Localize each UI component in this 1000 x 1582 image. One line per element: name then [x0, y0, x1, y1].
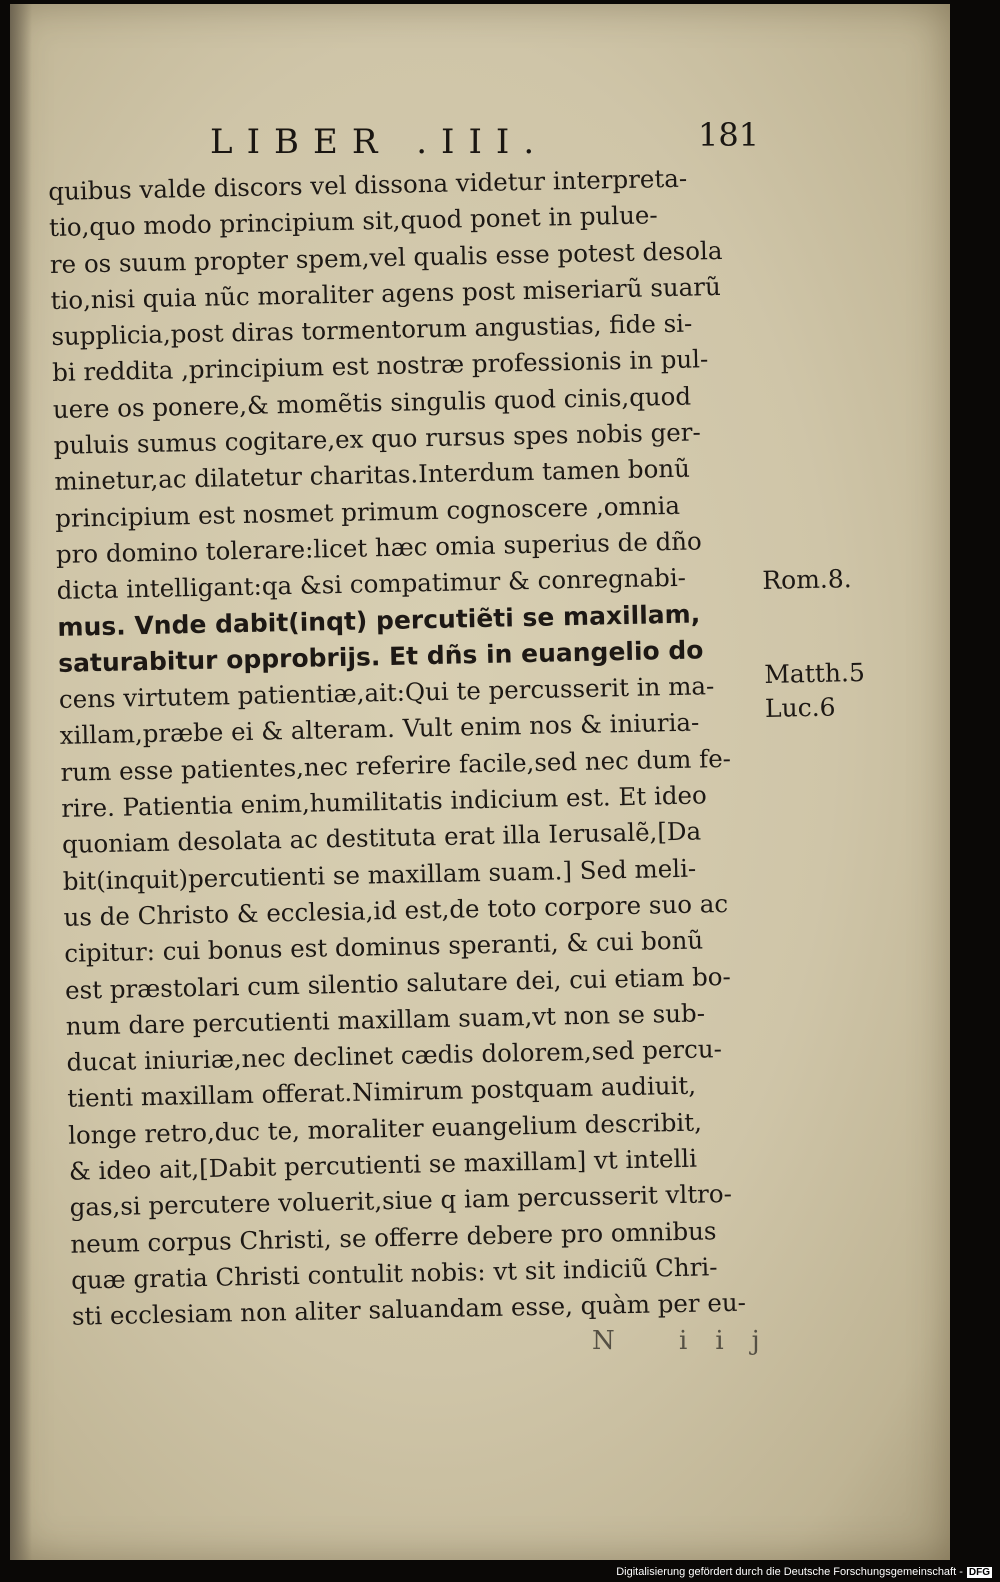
text-line: neum corpus Christi, se offerre debere pro omnibus	[70, 1215, 717, 1259]
text-line: quoniam desolata ac destituta erat illa Ierusalẽ,[Da	[61, 816, 702, 860]
running-head: LIBER .III.	[210, 122, 549, 162]
text-line: puluis sumus cogitare,ex quo rursus spes nobis ger-	[53, 417, 702, 461]
text-line: principium est nosmet primum cognoscere ,omnia	[54, 490, 681, 533]
text-line: quæ gratia Christi contulit nobis: vt sit indiciũ Chri-	[70, 1252, 718, 1295]
margin-note-luc: Luc.6	[764, 692, 836, 723]
text-line: cipitur: cui bonus est dominus speranti, & cui bonũ	[64, 925, 704, 969]
text-line: bit(inquit)percutienti se maxillam suam.] Sed meli-	[62, 853, 697, 896]
text-line: & ideo ait,[Dabit percutienti se maxillam] vt intelli	[68, 1143, 698, 1186]
text-line: gas,si percutere voluerit,siue q iam percusserit vltro-	[69, 1179, 733, 1223]
signature-mark: N iij	[592, 1326, 788, 1356]
margin-note-rom: Rom.8.	[762, 564, 852, 595]
text-line: re os suum propter spem,vel qualis esse potest desola	[49, 235, 723, 279]
text-line: cens virtutem patientiæ,ait:Qui te percusserit in ma-	[58, 671, 715, 715]
body-text	[48, 159, 792, 1335]
text-line: rire. Patientia enim,humilitatis indicium est. Et ideo	[60, 780, 708, 823]
text-line: num dare percutienti maxillam suam,vt non se sub-	[65, 998, 706, 1041]
text-line: bi reddita ,principium est nostræ professionis in pul-	[51, 344, 709, 388]
page-gutter	[10, 4, 32, 1560]
text-line-blackletter: saturabitur opprobrijs. Et dñs in euangelio do	[57, 635, 704, 678]
text-line-blackletter: mus. Vnde dabit(inqt) percutiẽti se maxillam,	[57, 599, 701, 642]
text-line: dicta intelligant:qa &si compatimur & conregnabi-	[56, 562, 687, 606]
text-line: longe retro,duc te, moraliter euangelium describit,	[67, 1107, 703, 1150]
dfg-logo: DFG	[968, 1567, 990, 1578]
text-line: est præstolari cum silentio salutare dei, cui etiam bo-	[64, 961, 732, 1005]
text-line: supplicia,post diras tormentorum angustias, fide si-	[51, 308, 693, 352]
text-line: quibus valde discors vel dissona videtur interpreta-	[48, 163, 688, 206]
margin-note-matth: Matth.5	[763, 657, 866, 689]
text-line: xillam,præbe ei & alteram. Vult enim nos & iniuria-	[59, 707, 700, 751]
footer-credit	[616, 1566, 992, 1578]
book-page	[10, 4, 950, 1560]
text-line: us de Christo & ecclesia,id est,de toto corpore suo ac	[63, 888, 729, 932]
text-line: tio,quo modo principium sit,quod ponet in pulue-	[48, 200, 658, 243]
text-line: minetur,ac dilatetur charitas.Interdum tamen bonũ	[54, 454, 691, 497]
text-line: pro domino tolerare:licet hæc omia superius de dño	[55, 526, 703, 569]
text-line: rum esse patientes,nec referire facile,sed nec dum fe-	[60, 743, 732, 787]
text-line: ducat iniuriæ,nec declinet cædis dolorem,sed percu-	[66, 1034, 723, 1077]
text-line: uere os ponere,& momẽtis singulis quod cinis,quod	[52, 381, 692, 424]
footer-credit-text: Digitalisierung gefördert durch die Deutsche Forschungsgemeinschaft -	[616, 1566, 963, 1578]
text-line: sti ecclesiam non aliter saluandam esse, quàm per eu-	[71, 1287, 747, 1331]
text-line: tienti maxillam offerat.Nimirum postquam audiuit,	[67, 1071, 697, 1114]
page-number: 181	[698, 116, 760, 154]
text-line: tio,nisi quia nũc moraliter agens post miseriarũ suarũ	[50, 271, 722, 315]
